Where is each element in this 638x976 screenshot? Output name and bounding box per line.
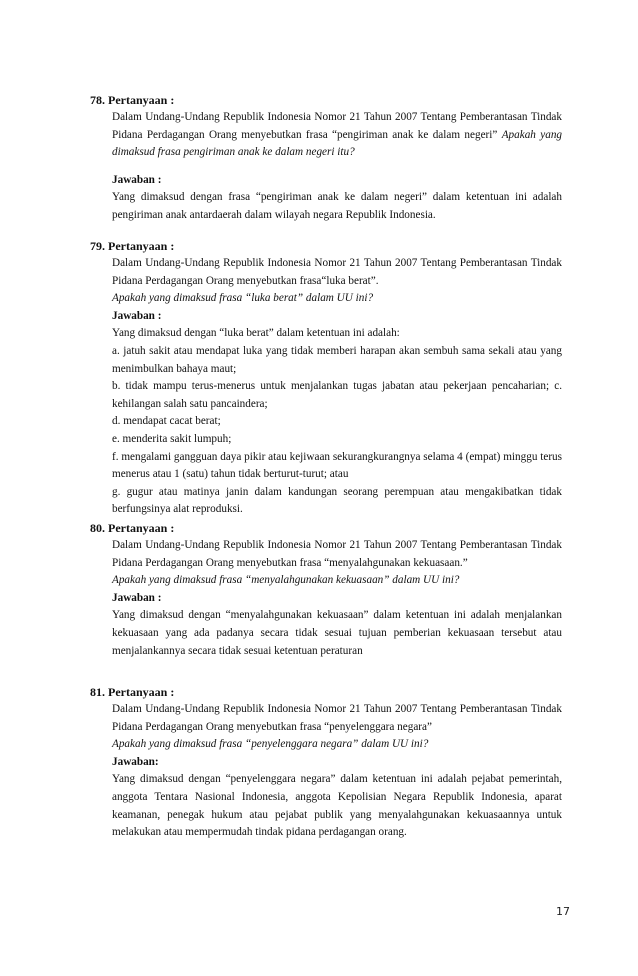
answer-list-item: d. mendapat cacat berat; [112,415,221,428]
question-italic: Apakah yang dimaksud frasa “penyelenggara negara” dalam UU ini? [112,738,429,751]
answer-label: Jawaban : [112,173,162,186]
question-text [112,109,562,162]
answer-label: Jawaban : [112,591,162,604]
answer-text: Yang dimaksud dengan “luka berat” dalam ketentuan ini adalah: [112,327,400,340]
question-italic: Apakah yang dimaksud frasa pengiriman anak ke dalam negeri itu? [112,128,563,159]
answer-text: Yang dimaksud dengan frasa “pengiriman anak ke dalam negeri” dalam ketentuan ini adalah pengiriman anak antardaerah dalam wilayah negara Republik Indonesia. [112,191,562,221]
question-statement: Dalam Undang-Undang Republik Indonesia Nomor 21 Tahun 2007 Tentang Pemberantasan Tindak Pidana Perdagangan Orang menyebutkan frasa “pengiriman anak ke dalam negeri” [112,111,562,141]
answer-label: Jawaban : [112,309,162,322]
answer-list-item: g. gugur atau matinya janin dalam kandungan seorang perempuan atau mengakibatkan tidak berfungsinya alat reproduksi. [112,485,562,516]
qa-body [112,701,562,842]
qa-body [112,109,562,225]
answer-list-item: a. jatuh sakit atau mendapat luka yang tidak memberi harapan akan sembuh sama sekali atau yang menimbulkan bahaya maut; [112,344,562,375]
question-text: Dalam Undang-Undang Republik Indonesia Nomor 21 Tahun 2007 Tentang Pemberantasan Tindak Pidana Perdagangan Orang menyebutkan frasa“luka berat”. [112,257,562,287]
qa-item-80 [90,520,562,660]
question-italic: Apakah yang dimaksud frasa “luka berat” dalam UU ini? [112,292,374,305]
question-heading: 81. Pertanyaan : [90,685,175,699]
qa-item-81 [90,684,562,842]
page-number: 17 [556,905,570,918]
qa-body [112,255,562,519]
qa-item-78 [90,92,562,225]
qa-body [112,537,562,660]
question-heading: 78. Pertanyaan : [90,93,175,107]
answer-text: Yang dimaksud dengan “penyelenggara negara” dalam ketentuan ini adalah pejabat pemerintah, anggota Tentara Nasional Indonesia, anggota Kepolisian Negara Republik Indonesia, aparat keamanan, penegak hukum atau pejabat publik yang menyalahgunakan kekuasaannya untuk melakukan atau mempermudah tindak pidana perdagangan orang. [112,773,562,839]
question-text: Dalam Undang-Undang Republik Indonesia Nomor 21 Tahun 2007 Tentang Pemberantasan Tindak Pidana Perdagangan Orang menyebutkan frasa “menyalahgunakan kekuasaan.” [112,539,562,569]
question-italic: Apakah yang dimaksud frasa “menyalahgunakan kekuasaan” dalam UU ini? [112,574,460,587]
answer-list-item: b. tidak mampu terus-menerus untuk menjalankan tugas jabatan atau pekerjaan pencaharian; c. kehilangan salah satu pancaindera; [112,380,562,410]
answer-text: Yang dimaksud dengan “menyalahgunakan kekuasaan” dalam ketentuan ini adalah menjalankan kekuasaan yang ada padanya secara tidak sesuai tujuan pemberian kekuasaan tersebut atau menjalankannya secara tidak sesuai ketentuan peraturan [112,609,562,657]
answer-list-item: f. mengalami gangguan daya pikir atau kejiwaan sekurangkurangnya selama 4 (empat) minggu terus menerus atau 1 (satu) tahun tidak berturut-turut; atau [112,450,562,481]
question-heading: 80. Pertanyaan : [90,521,175,535]
question-text: Dalam Undang-Undang Republik Indonesia Nomor 21 Tahun 2007 Tentang Pemberantasan Tindak Pidana Perdagangan Orang menyebutkan frasa “penyelenggara negara” [112,703,562,733]
answer-label: Jawaban: [112,755,159,768]
answer-list-item: e. menderita sakit lumpuh; [112,432,232,445]
qa-item-79 [90,238,562,519]
question-heading: 79. Pertanyaan : [90,239,175,253]
